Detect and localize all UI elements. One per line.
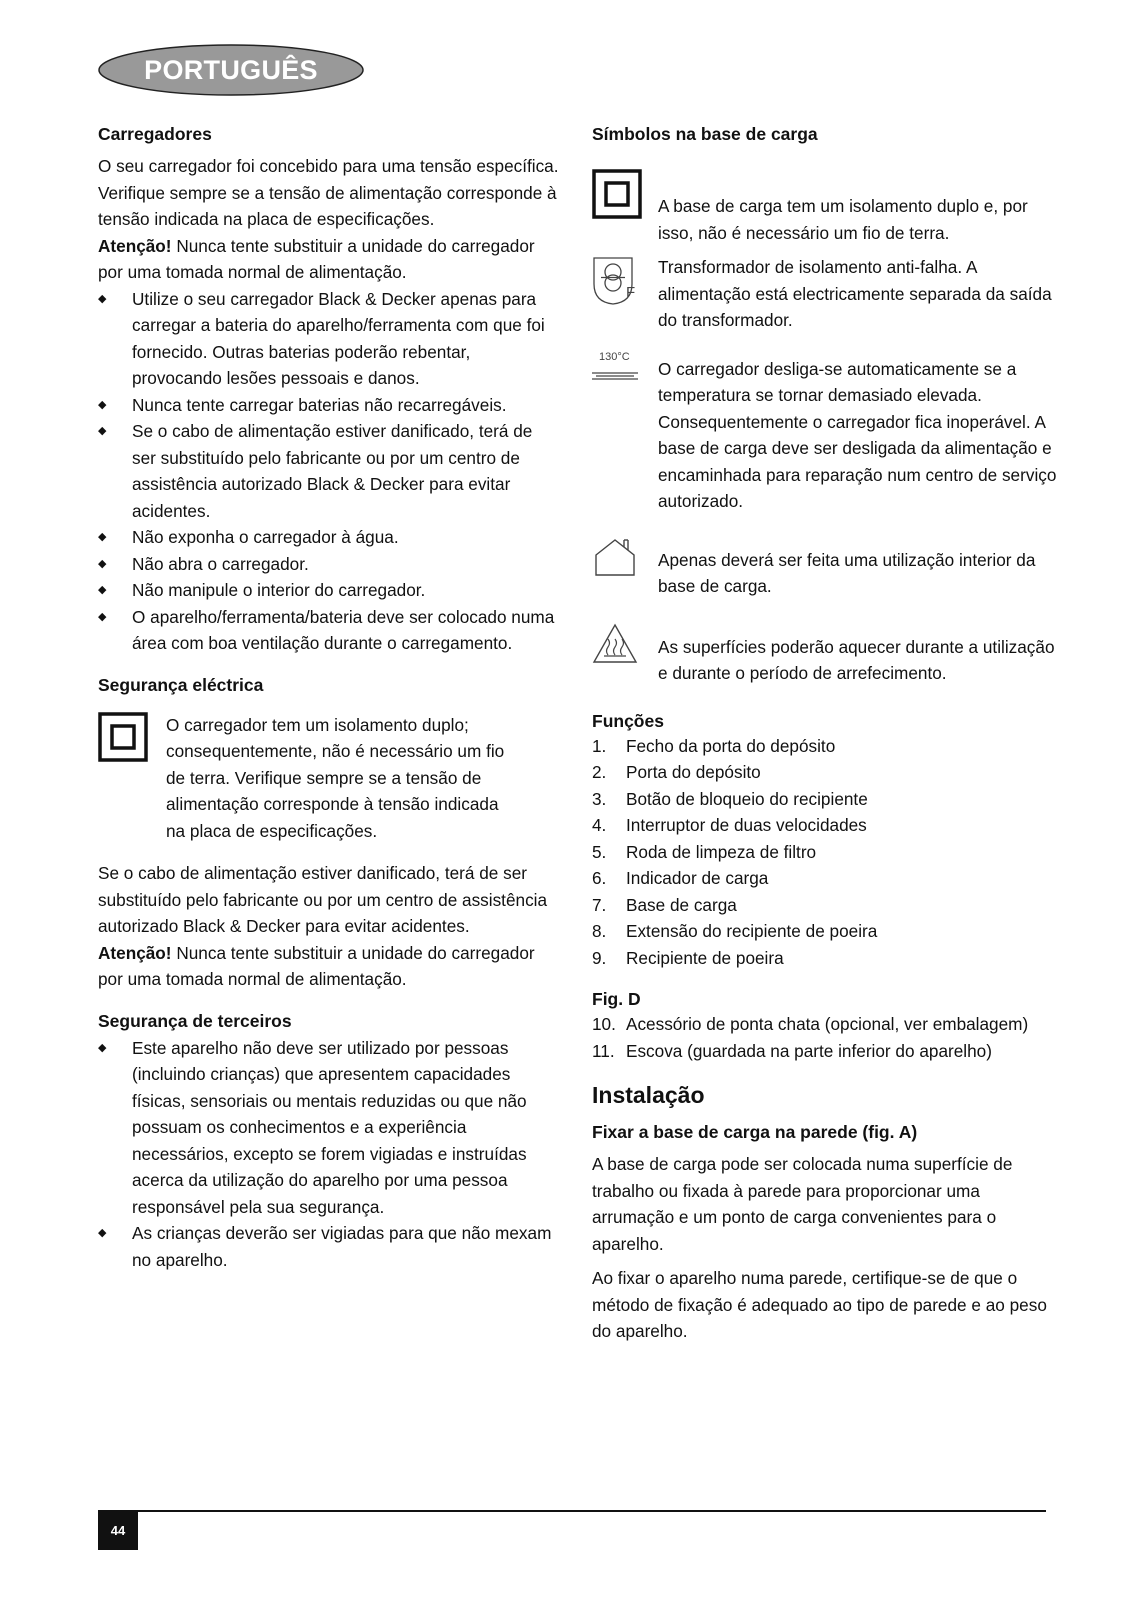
symbol-text: Apenas deverá ser feita uma utilização interior da base de carga.: [658, 549, 1036, 596]
list-item: ◆ Não exponha o carregador à água.: [98, 524, 560, 551]
symbol-row: [592, 169, 1062, 246]
hot-surface-icon: [592, 622, 658, 687]
thermal-fuse-label: 130°C: [599, 350, 630, 363]
thermal-fuse-icon: [592, 350, 658, 515]
seguranca-paragraph: Se o cabo de alimentação estiver danificado, terá de ser substituído pelo fabricante ou por um centro de assistência autorizado Black & Decker para evitar acidentes.: [98, 863, 548, 936]
transformer-icon-label: F: [626, 284, 636, 301]
subsection-title-fixar: Fixar a base de carga na parede (fig. A): [592, 1122, 918, 1142]
list-item: ◆ O aparelho/ferramenta/bateria deve ser colocado numa área com boa ventilação durante o carregamento.: [98, 604, 560, 657]
fig-d-list: [592, 1011, 1062, 1064]
list-item: 3. Botão de bloqueio do recipiente: [592, 788, 868, 809]
warning-label: Atenção!: [98, 942, 172, 963]
list-item: 7. Base de carga: [592, 894, 737, 915]
left-column: [98, 122, 560, 1273]
instalacao-paragraph: A base de carga pode ser colocada numa superfície de trabalho ou fixada à parede para proporcionar uma arrumação e um ponto de carga convenientes para o aparelho.: [592, 1154, 1013, 1254]
list-item: ◆ Se o cabo de alimentação estiver danificado, terá de ser substituído pelo fabricante ou por um centro de assistência autorizado Black & Decker para evitar acidentes.: [98, 418, 560, 524]
section-title-seguranca-electrica: Segurança eléctrica: [98, 674, 264, 695]
list-item: ◆ Nunca tente carregar baterias não recarregáveis.: [98, 392, 560, 419]
symbol-text: O carregador desliga-se automaticamente se a temperatura se tornar demasiado elevada. Consequentemente o carregador fica inoperável. A base de carga deve ser desligada da alimentação e encaminhada para reparação num centro de serviço autorizado.: [658, 358, 1057, 511]
list-item: 10. Acessório de ponta chata (opcional, ver embalagem): [592, 1014, 1029, 1034]
symbol-row: [592, 622, 1062, 687]
seguranca-warning: [98, 940, 560, 993]
list-item: 5. Roda de limpeza de filtro: [592, 841, 817, 862]
double-insulation-icon: [98, 712, 166, 845]
section-title-funcoes: Funções: [592, 710, 664, 731]
symbol-row: [592, 254, 1062, 334]
indoor-use-icon: [592, 537, 658, 600]
language-label: PORTUGUÊS: [144, 55, 318, 85]
language-tab: [98, 44, 364, 96]
funcoes-list: [592, 733, 1062, 972]
list-item: ◆ Este aparelho não deve ser utilizado por pessoas (incluindo crianças) que apresentem capacidades físicas, sensoriais ou mentais reduzidas ou que não possuam os conhecimentos e a experiência necessários, excepto se forem vigiadas e instruídas acerca da utilização do aparelho por uma pessoa responsável pela sua segurança.: [98, 1035, 560, 1221]
list-item: 1. Fecho da porta do depósito: [592, 735, 836, 756]
list-item: 8. Extensão do recipiente de poeira: [592, 921, 878, 941]
symbol-row: [592, 350, 1062, 515]
symbol-text: As superfícies poderão aquecer durante a utilização e durante o período de arrefecimento.: [658, 636, 1055, 683]
footer-rule: [98, 1510, 1046, 1512]
symbol-text: A base de carga tem um isolamento duplo e, por isso, não é necessário um fio de terra.: [658, 196, 1028, 243]
instalacao-paragraph: Ao fixar o aparelho numa parede, certifique-se de que o método de fixação é adequado ao tipo de parede e ao peso do aparelho.: [592, 1268, 1047, 1341]
list-item: ◆ As crianças deverão ser vigiadas para que não mexam no aparelho.: [98, 1220, 560, 1273]
list-item: ◆ Não manipule o interior do carregador.: [98, 577, 560, 604]
section-title-instalacao: Instalação: [592, 1082, 705, 1108]
terceiros-bullet-list: [98, 1035, 560, 1274]
list-item: ◆ Não abra o carregador.: [98, 551, 560, 578]
warning-label: Atenção!: [98, 235, 172, 256]
list-item: 11. Escova (guardada na parte inferior do aparelho): [592, 1040, 992, 1061]
section-title-fig-d: Fig. D: [592, 989, 641, 1009]
section-title-carregadores: Carregadores: [98, 124, 212, 144]
symbol-row: [592, 537, 1062, 600]
list-item: 4. Interruptor de duas velocidades: [592, 815, 867, 835]
warning-text: Nunca tente substituir a unidade do carregador por uma tomada normal de alimentação.: [98, 235, 535, 282]
double-insulation-note: [98, 712, 560, 845]
page-number: 44: [98, 1512, 138, 1550]
list-item: ◆ Utilize o seu carregador Black & Decker apenas para carregar a bateria do aparelho/ferramenta com que foi fornecido. Outras baterias poderão rebentar, provocando lesões pessoais e danos.: [98, 286, 560, 392]
warning-text: Nunca tente substituir a unidade do carregador por uma tomada normal de alimentação.: [98, 942, 535, 989]
carregadores-warning: [98, 233, 560, 286]
carregadores-paragraph: O seu carregador foi concebido para uma tensão específica. Verifique sempre se a tensão de alimentação corresponde à tensão indicada na placa de especificações.: [98, 156, 559, 229]
section-title-seguranca-terceiros: Segurança de terceiros: [98, 1010, 292, 1031]
section-title-simbolos: Símbolos na base de carga: [592, 124, 818, 144]
double-insulation-icon: [592, 169, 658, 246]
double-insulation-text: O carregador tem um isolamento duplo; consequentemente, não é necessário um fio de terra. Verifique sempre se a tensão de alimentação corresponde à tensão indicada na placa de especificações.: [166, 714, 505, 841]
list-item: 6. Indicador de carga: [592, 868, 769, 888]
carregadores-bullet-list: [98, 286, 560, 657]
right-column: [592, 122, 1062, 1345]
symbol-text: Transformador de isolamento anti-falha. A alimentação está electricamente separada da saída do transformador.: [658, 257, 1052, 330]
transformer-icon: [592, 254, 658, 334]
list-item: 9. Recipiente de poeira: [592, 947, 784, 968]
list-item: 2. Porta do depósito: [592, 762, 761, 782]
